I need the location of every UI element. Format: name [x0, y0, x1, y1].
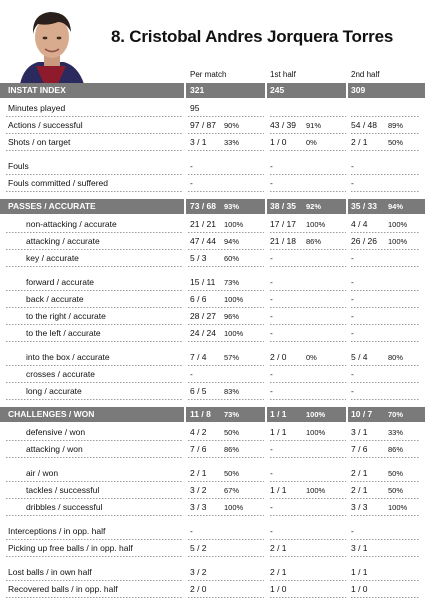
first-half-percent: 100%: [306, 220, 326, 229]
row-separator: [188, 150, 264, 151]
per-match-value: 15 / 11: [190, 277, 216, 287]
per-match-value: 95: [190, 103, 200, 113]
second-half-percent: 33%: [388, 428, 404, 437]
first-half-percent: 92%: [306, 202, 322, 211]
first-half-value: 38 / 35: [270, 201, 296, 211]
second-half-value: 10 / 7: [351, 409, 373, 419]
per-match-value: 47 / 44: [190, 236, 216, 246]
stat-row-minutes-played: [0, 100, 425, 117]
first-half-value: 245: [270, 85, 285, 95]
row-separator: [188, 556, 264, 557]
row-separator: [6, 515, 182, 516]
second-half-percent: 86%: [388, 445, 404, 454]
first-half-value: 2 / 0: [270, 352, 287, 362]
first-half-percent: 86%: [306, 237, 322, 246]
stat-label: into the box / accurate: [26, 352, 110, 362]
second-half-value: 26 / 26: [351, 236, 377, 246]
stat-row-actions-successful: [0, 117, 425, 134]
row-separator: [351, 266, 419, 267]
second-half-percent: 100%: [388, 503, 408, 512]
per-match-value: -: [190, 526, 193, 536]
per-match-percent: 73%: [224, 410, 240, 419]
first-half-value: -: [270, 294, 273, 304]
second-half-value: -: [351, 253, 354, 263]
first-half-value: 1 / 1: [270, 409, 287, 419]
stat-label: back / accurate: [26, 294, 84, 304]
first-half-value: -: [270, 178, 273, 188]
row-separator: [188, 341, 264, 342]
stat-label: defensive / won: [26, 427, 86, 437]
per-match-percent: 33%: [224, 138, 240, 147]
per-match-percent: 67%: [224, 486, 240, 495]
first-half-value: -: [270, 468, 273, 478]
per-match-percent: 93%: [224, 202, 240, 211]
column-header-2nd-half: 2nd half: [351, 70, 380, 79]
stat-label: Actions / successful: [8, 120, 83, 130]
row-separator: [270, 341, 346, 342]
row-separator: [6, 150, 182, 151]
column-divider: [184, 407, 186, 422]
second-half-value: -: [351, 178, 354, 188]
column-header-1st-half: 1st half: [270, 70, 296, 79]
first-half-value: 43 / 39: [270, 120, 296, 130]
section-header-instat-index: [0, 83, 425, 98]
row-separator: [351, 150, 419, 151]
per-match-value: 21 / 21: [190, 219, 216, 229]
stat-label: crosses / accurate: [26, 369, 95, 379]
stat-label: Fouls committed / suffered: [8, 178, 108, 188]
second-half-value: 3 / 1: [351, 427, 368, 437]
first-half-value: -: [270, 526, 273, 536]
row-separator: [351, 457, 419, 458]
stat-label: attacking / won: [26, 444, 83, 454]
second-half-value: 2 / 1: [351, 137, 368, 147]
stat-row-recovered-balls-in-opp-half: [0, 581, 425, 598]
second-half-percent: 70%: [388, 410, 404, 419]
second-half-percent: 94%: [388, 202, 404, 211]
column-header-per-match: Per match: [190, 70, 227, 79]
row-separator: [270, 515, 346, 516]
row-separator: [6, 399, 182, 400]
row-separator: [6, 457, 182, 458]
row-separator: [270, 150, 346, 151]
per-match-percent: 96%: [224, 312, 240, 321]
stat-row-attacking-accurate: [0, 233, 425, 250]
first-half-value: 21 / 18: [270, 236, 296, 246]
second-half-value: 3 / 3: [351, 502, 368, 512]
second-half-value: -: [351, 161, 354, 171]
second-half-value: 54 / 48: [351, 120, 377, 130]
column-divider: [346, 407, 348, 422]
second-half-value: 1 / 0: [351, 584, 368, 594]
first-half-value: -: [270, 369, 273, 379]
per-match-value: 3 / 3: [190, 502, 207, 512]
first-half-value: -: [270, 444, 273, 454]
column-headers: [0, 70, 425, 82]
stat-label: air / won: [26, 468, 59, 478]
row-separator: [351, 556, 419, 557]
first-half-value: 1 / 1: [270, 427, 287, 437]
second-half-percent: 100%: [388, 220, 408, 229]
second-half-value: -: [351, 294, 354, 304]
per-match-percent: 57%: [224, 353, 240, 362]
stat-row-fouls: [0, 158, 425, 175]
column-divider: [346, 199, 348, 214]
per-match-value: 97 / 87: [190, 120, 216, 130]
second-half-value: 4 / 4: [351, 219, 368, 229]
per-match-percent: 90%: [224, 121, 240, 130]
stat-label: Lost balls / in own half: [8, 567, 92, 577]
row-separator: [270, 556, 346, 557]
second-half-value: 2 / 1: [351, 468, 368, 478]
per-match-percent: 100%: [224, 329, 244, 338]
first-half-value: -: [270, 161, 273, 171]
per-match-value: 4 / 2: [190, 427, 207, 437]
per-match-value: 28 / 27: [190, 311, 216, 321]
per-match-value: 73 / 68: [190, 201, 216, 211]
first-half-value: 17 / 17: [270, 219, 296, 229]
second-half-value: -: [351, 311, 354, 321]
first-half-value: 1 / 0: [270, 137, 287, 147]
stat-label: key / accurate: [26, 253, 79, 263]
second-half-percent: 50%: [388, 469, 404, 478]
row-separator: [6, 191, 182, 192]
per-match-value: -: [190, 369, 193, 379]
stat-label: long / accurate: [26, 386, 82, 396]
per-match-percent: 60%: [224, 254, 240, 263]
per-match-percent: 50%: [224, 469, 240, 478]
row-separator: [188, 457, 264, 458]
second-half-value: -: [351, 386, 354, 396]
per-match-value: 3 / 1: [190, 137, 207, 147]
row-separator: [270, 191, 346, 192]
stat-label: Minutes played: [8, 103, 66, 113]
per-match-value: 5 / 2: [190, 543, 207, 553]
row-separator: [188, 515, 264, 516]
row-separator: [6, 556, 182, 557]
per-match-value: 24 / 24: [190, 328, 216, 338]
second-half-percent: 100%: [388, 237, 408, 246]
stat-row-crosses-accurate: [0, 366, 425, 383]
per-match-value: 2 / 0: [190, 584, 207, 594]
per-match-percent: 86%: [224, 445, 240, 454]
stat-row-long-accurate: [0, 383, 425, 400]
first-half-value: -: [270, 311, 273, 321]
stat-label: forward / accurate: [26, 277, 95, 287]
second-half-value: 3 / 1: [351, 543, 368, 553]
per-match-percent: 100%: [224, 503, 244, 512]
second-half-value: -: [351, 277, 354, 287]
stat-label: Picking up free balls / in opp. half: [8, 543, 133, 553]
first-half-value: 2 / 1: [270, 567, 287, 577]
stat-row-lost-balls-in-own-half: [0, 564, 425, 581]
per-match-percent: 50%: [224, 428, 240, 437]
stat-label: PASSES / ACCURATE: [8, 201, 96, 211]
stat-label: dribbles / successful: [26, 502, 103, 512]
stat-row-back-accurate: [0, 291, 425, 308]
stat-label: tackles / successful: [26, 485, 100, 495]
stat-row-shots-on-target: [0, 134, 425, 151]
column-divider: [265, 199, 267, 214]
row-separator: [188, 191, 264, 192]
stat-label: to the right / accurate: [26, 311, 106, 321]
second-half-value: 2 / 1: [351, 485, 368, 495]
per-match-value: 5 / 3: [190, 253, 207, 263]
per-match-value: 6 / 6: [190, 294, 207, 304]
row-separator: [188, 266, 264, 267]
first-half-percent: 0%: [306, 138, 317, 147]
row-separator: [351, 515, 419, 516]
per-match-value: 3 / 2: [190, 485, 207, 495]
stat-label: Recovered balls / in opp. half: [8, 584, 118, 594]
per-match-value: 11 / 8: [190, 409, 211, 419]
stat-row-tackles-successful: [0, 482, 425, 499]
column-divider: [346, 83, 348, 98]
second-half-value: 309: [351, 85, 366, 95]
second-half-value: -: [351, 526, 354, 536]
stat-row-attacking-won: [0, 441, 425, 458]
per-match-value: 7 / 6: [190, 444, 207, 454]
first-half-value: -: [270, 277, 273, 287]
first-half-percent: 100%: [306, 486, 326, 495]
stat-label: attacking / accurate: [26, 236, 100, 246]
section-header-passes-accurate: [0, 199, 425, 214]
first-half-value: 2 / 1: [270, 543, 287, 553]
first-half-value: -: [270, 502, 273, 512]
row-separator: [351, 597, 419, 598]
column-divider: [265, 407, 267, 422]
per-match-percent: 100%: [224, 295, 244, 304]
column-divider: [265, 83, 267, 98]
row-separator: [351, 191, 419, 192]
second-half-value: 1 / 1: [351, 567, 368, 577]
second-half-value: -: [351, 328, 354, 338]
stat-row-interceptions-in-opp-half: [0, 523, 425, 540]
first-half-percent: 100%: [306, 428, 326, 437]
first-half-percent: 100%: [306, 410, 326, 419]
second-half-value: 7 / 6: [351, 444, 368, 454]
player-name: 8. Cristobal Andres Jorquera Torres: [111, 27, 394, 46]
second-half-value: 5 / 4: [351, 352, 368, 362]
per-match-percent: 73%: [224, 278, 240, 287]
row-separator: [351, 341, 419, 342]
stat-row-non-attacking-accurate: [0, 216, 425, 233]
second-half-value: -: [351, 369, 354, 379]
per-match-value: 321: [190, 85, 205, 95]
per-match-value: 3 / 2: [190, 567, 207, 577]
stat-row-air-won: [0, 465, 425, 482]
section-header-challenges-won: [0, 407, 425, 422]
stat-label: Fouls: [8, 161, 29, 171]
first-half-value: -: [270, 253, 273, 263]
stat-row-key-accurate: [0, 250, 425, 267]
row-separator: [188, 597, 264, 598]
per-match-value: 6 / 5: [190, 386, 207, 396]
per-match-value: 7 / 4: [190, 352, 207, 362]
column-divider: [184, 83, 186, 98]
row-separator: [6, 266, 182, 267]
stat-label: Interceptions / in opp. half: [8, 526, 106, 536]
stat-row-defensive-won: [0, 424, 425, 441]
first-half-value: 1 / 0: [270, 584, 287, 594]
row-separator: [270, 399, 346, 400]
second-half-percent: 80%: [388, 353, 404, 362]
second-half-percent: 50%: [388, 486, 404, 495]
first-half-percent: 91%: [306, 121, 322, 130]
stat-row-into-the-box-accurate: [0, 349, 425, 366]
stat-row-fouls-committed-suffered: [0, 175, 425, 192]
column-divider: [184, 199, 186, 214]
per-match-value: -: [190, 178, 193, 188]
row-separator: [270, 266, 346, 267]
stat-row-to-the-right-accurate: [0, 308, 425, 325]
row-separator: [270, 457, 346, 458]
stat-label: to the left / accurate: [26, 328, 101, 338]
second-half-value: 35 / 33: [351, 201, 377, 211]
stat-row-forward-accurate: [0, 274, 425, 291]
per-match-value: -: [190, 161, 193, 171]
stat-label: CHALLENGES / WON: [8, 409, 95, 419]
per-match-value: 2 / 1: [190, 468, 207, 478]
second-half-percent: 89%: [388, 121, 404, 130]
row-separator: [6, 341, 182, 342]
stat-row-to-the-left-accurate: [0, 325, 425, 342]
row-separator: [351, 399, 419, 400]
second-half-percent: 50%: [388, 138, 404, 147]
first-half-value: 1 / 1: [270, 485, 287, 495]
row-separator: [270, 597, 346, 598]
row-separator: [6, 597, 182, 598]
first-half-value: -: [270, 328, 273, 338]
per-match-percent: 94%: [224, 237, 240, 246]
per-match-percent: 83%: [224, 387, 240, 396]
per-match-percent: 100%: [224, 220, 244, 229]
first-half-value: -: [270, 386, 273, 396]
stat-label: Shots / on target: [8, 137, 71, 147]
stat-label: INSTAT INDEX: [8, 85, 66, 95]
first-half-percent: 0%: [306, 353, 317, 362]
row-separator: [188, 399, 264, 400]
stat-row-dribbles-successful: [0, 499, 425, 516]
stat-row-picking-up-free-balls-in-opp-half: [0, 540, 425, 557]
stat-label: non-attacking / accurate: [26, 219, 117, 229]
